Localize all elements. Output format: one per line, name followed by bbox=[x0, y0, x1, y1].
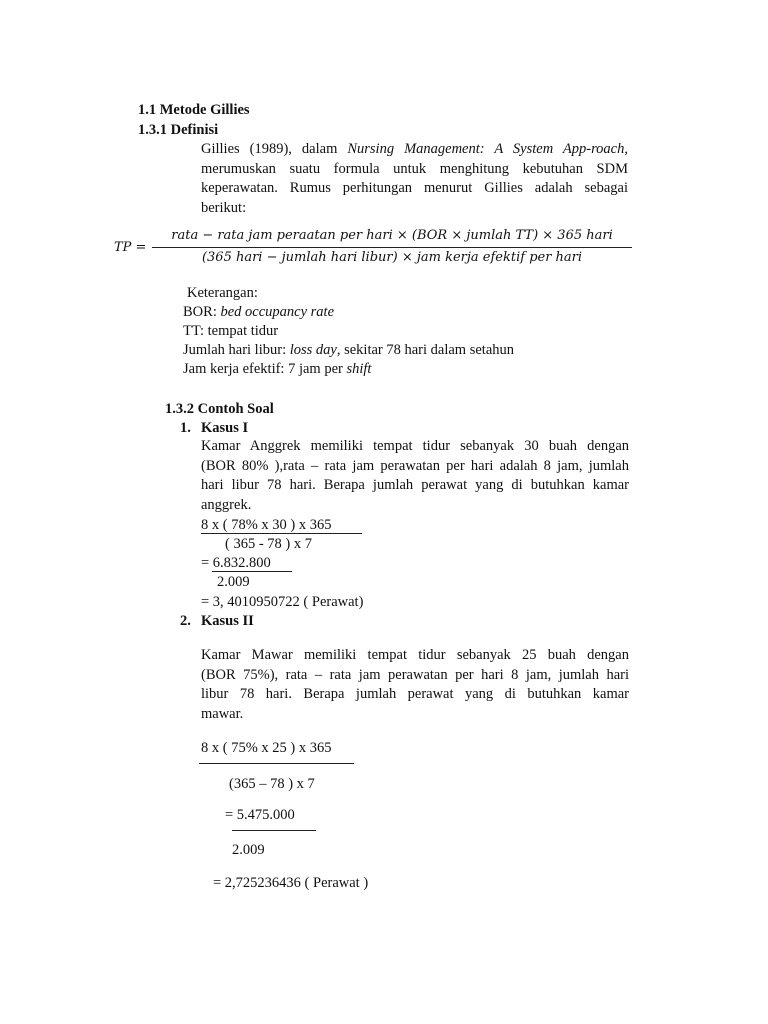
formula-lhs: TP = bbox=[114, 240, 147, 255]
case1-calc-bar bbox=[201, 533, 362, 534]
case2-line: (BOR 75%), rata – rata jam perawatan per hari 8 jam, jumlah hari bbox=[201, 666, 629, 683]
case2-calc-denominator: (365 – 78 ) x 7 bbox=[229, 776, 315, 792]
case1-number: 1. bbox=[180, 420, 191, 436]
definition-line: keperawatan. Rumus perhitungan menurut Gillies adalah sebagai bbox=[201, 180, 628, 196]
case1-step-denominator: 2.009 bbox=[217, 574, 250, 590]
case1-step-bar bbox=[212, 571, 292, 572]
note-hari-libur: Jumlah hari libur: loss day, sekitar 78 hari dalam setahun bbox=[183, 342, 515, 358]
notes-title: Keterangan: bbox=[187, 285, 258, 301]
case1-calc-numerator: 8 x ( 78% x 30 ) x 365 bbox=[201, 517, 332, 533]
book-title: Nursing Management: A System App-roach, bbox=[347, 141, 628, 157]
section-heading: 1.1 Metode Gillies bbox=[138, 102, 250, 118]
case1-line: (BOR 80% ),rata – rata jam perawatan per hari adalah 8 jam, jumlah bbox=[201, 457, 629, 474]
case2-line: libur 78 hari. Berapa jumlah perawat yang di butuhkan kamar bbox=[201, 686, 629, 702]
example-heading: 1.3.2 Contoh Soal bbox=[165, 401, 274, 417]
case1-title: Kasus I bbox=[201, 420, 249, 436]
note-bor: BOR: bed occupancy rate bbox=[183, 304, 335, 320]
case2-step-bar bbox=[232, 830, 316, 831]
formula-numerator: rata − rata jam peraatan per hari × (BOR × jumlah TT) × 365 hari bbox=[171, 228, 613, 243]
case2-paragraph bbox=[201, 646, 629, 724]
note-tt: TT: tempat tidur bbox=[183, 323, 279, 339]
case1-paragraph bbox=[201, 437, 629, 515]
case2-calc-bar bbox=[199, 763, 354, 764]
case1-line: Kamar Anggrek memiliki tempat tidur sebanyak 30 buah dengan bbox=[201, 438, 629, 454]
case2-line: mawar. bbox=[201, 705, 244, 722]
case2-step-denominator: 2.009 bbox=[232, 842, 265, 858]
gillies-formula bbox=[114, 226, 634, 272]
definition-line: merumuskan suatu formula untuk menghitung kebutuhan SDM bbox=[201, 160, 628, 177]
formula-denominator: (365 hari − jumlah hari libur) × jam kerja efektif per hari bbox=[201, 250, 583, 265]
note-jam-kerja: Jam kerja efektif: 7 jam per shift bbox=[183, 361, 372, 377]
definition-line: Gillies (1989), dalam Nursing Management: A System App-roach, bbox=[201, 141, 628, 157]
case2-title: Kasus II bbox=[201, 613, 254, 629]
case1-result: = 3, 4010950722 ( Perawat) bbox=[201, 594, 364, 610]
definition-line: berikut: bbox=[201, 199, 247, 216]
case1-step-numerator: = 6.832.800 bbox=[201, 555, 271, 571]
case2-number: 2. bbox=[180, 613, 191, 629]
case2-step-numerator: = 5.475.000 bbox=[225, 807, 295, 823]
case1-line: anggrek. bbox=[201, 496, 252, 513]
case2-calc-numerator: 8 x ( 75% x 25 ) x 365 bbox=[201, 740, 332, 756]
case2-result: = 2,725236436 ( Perawat ) bbox=[213, 875, 369, 891]
case1-line: hari libur 78 hari. Berapa jumlah perawat yang di butuhkan kamar bbox=[201, 477, 629, 493]
case2-line: Kamar Mawar memiliki tempat tidur sebanyak 25 buah dengan bbox=[201, 647, 629, 663]
fraction-bar bbox=[152, 247, 632, 248]
definition-heading: 1.3.1 Definisi bbox=[138, 122, 219, 138]
case1-calc-denominator: ( 365 - 78 ) x 7 bbox=[225, 536, 312, 552]
definition-paragraph bbox=[201, 140, 628, 218]
